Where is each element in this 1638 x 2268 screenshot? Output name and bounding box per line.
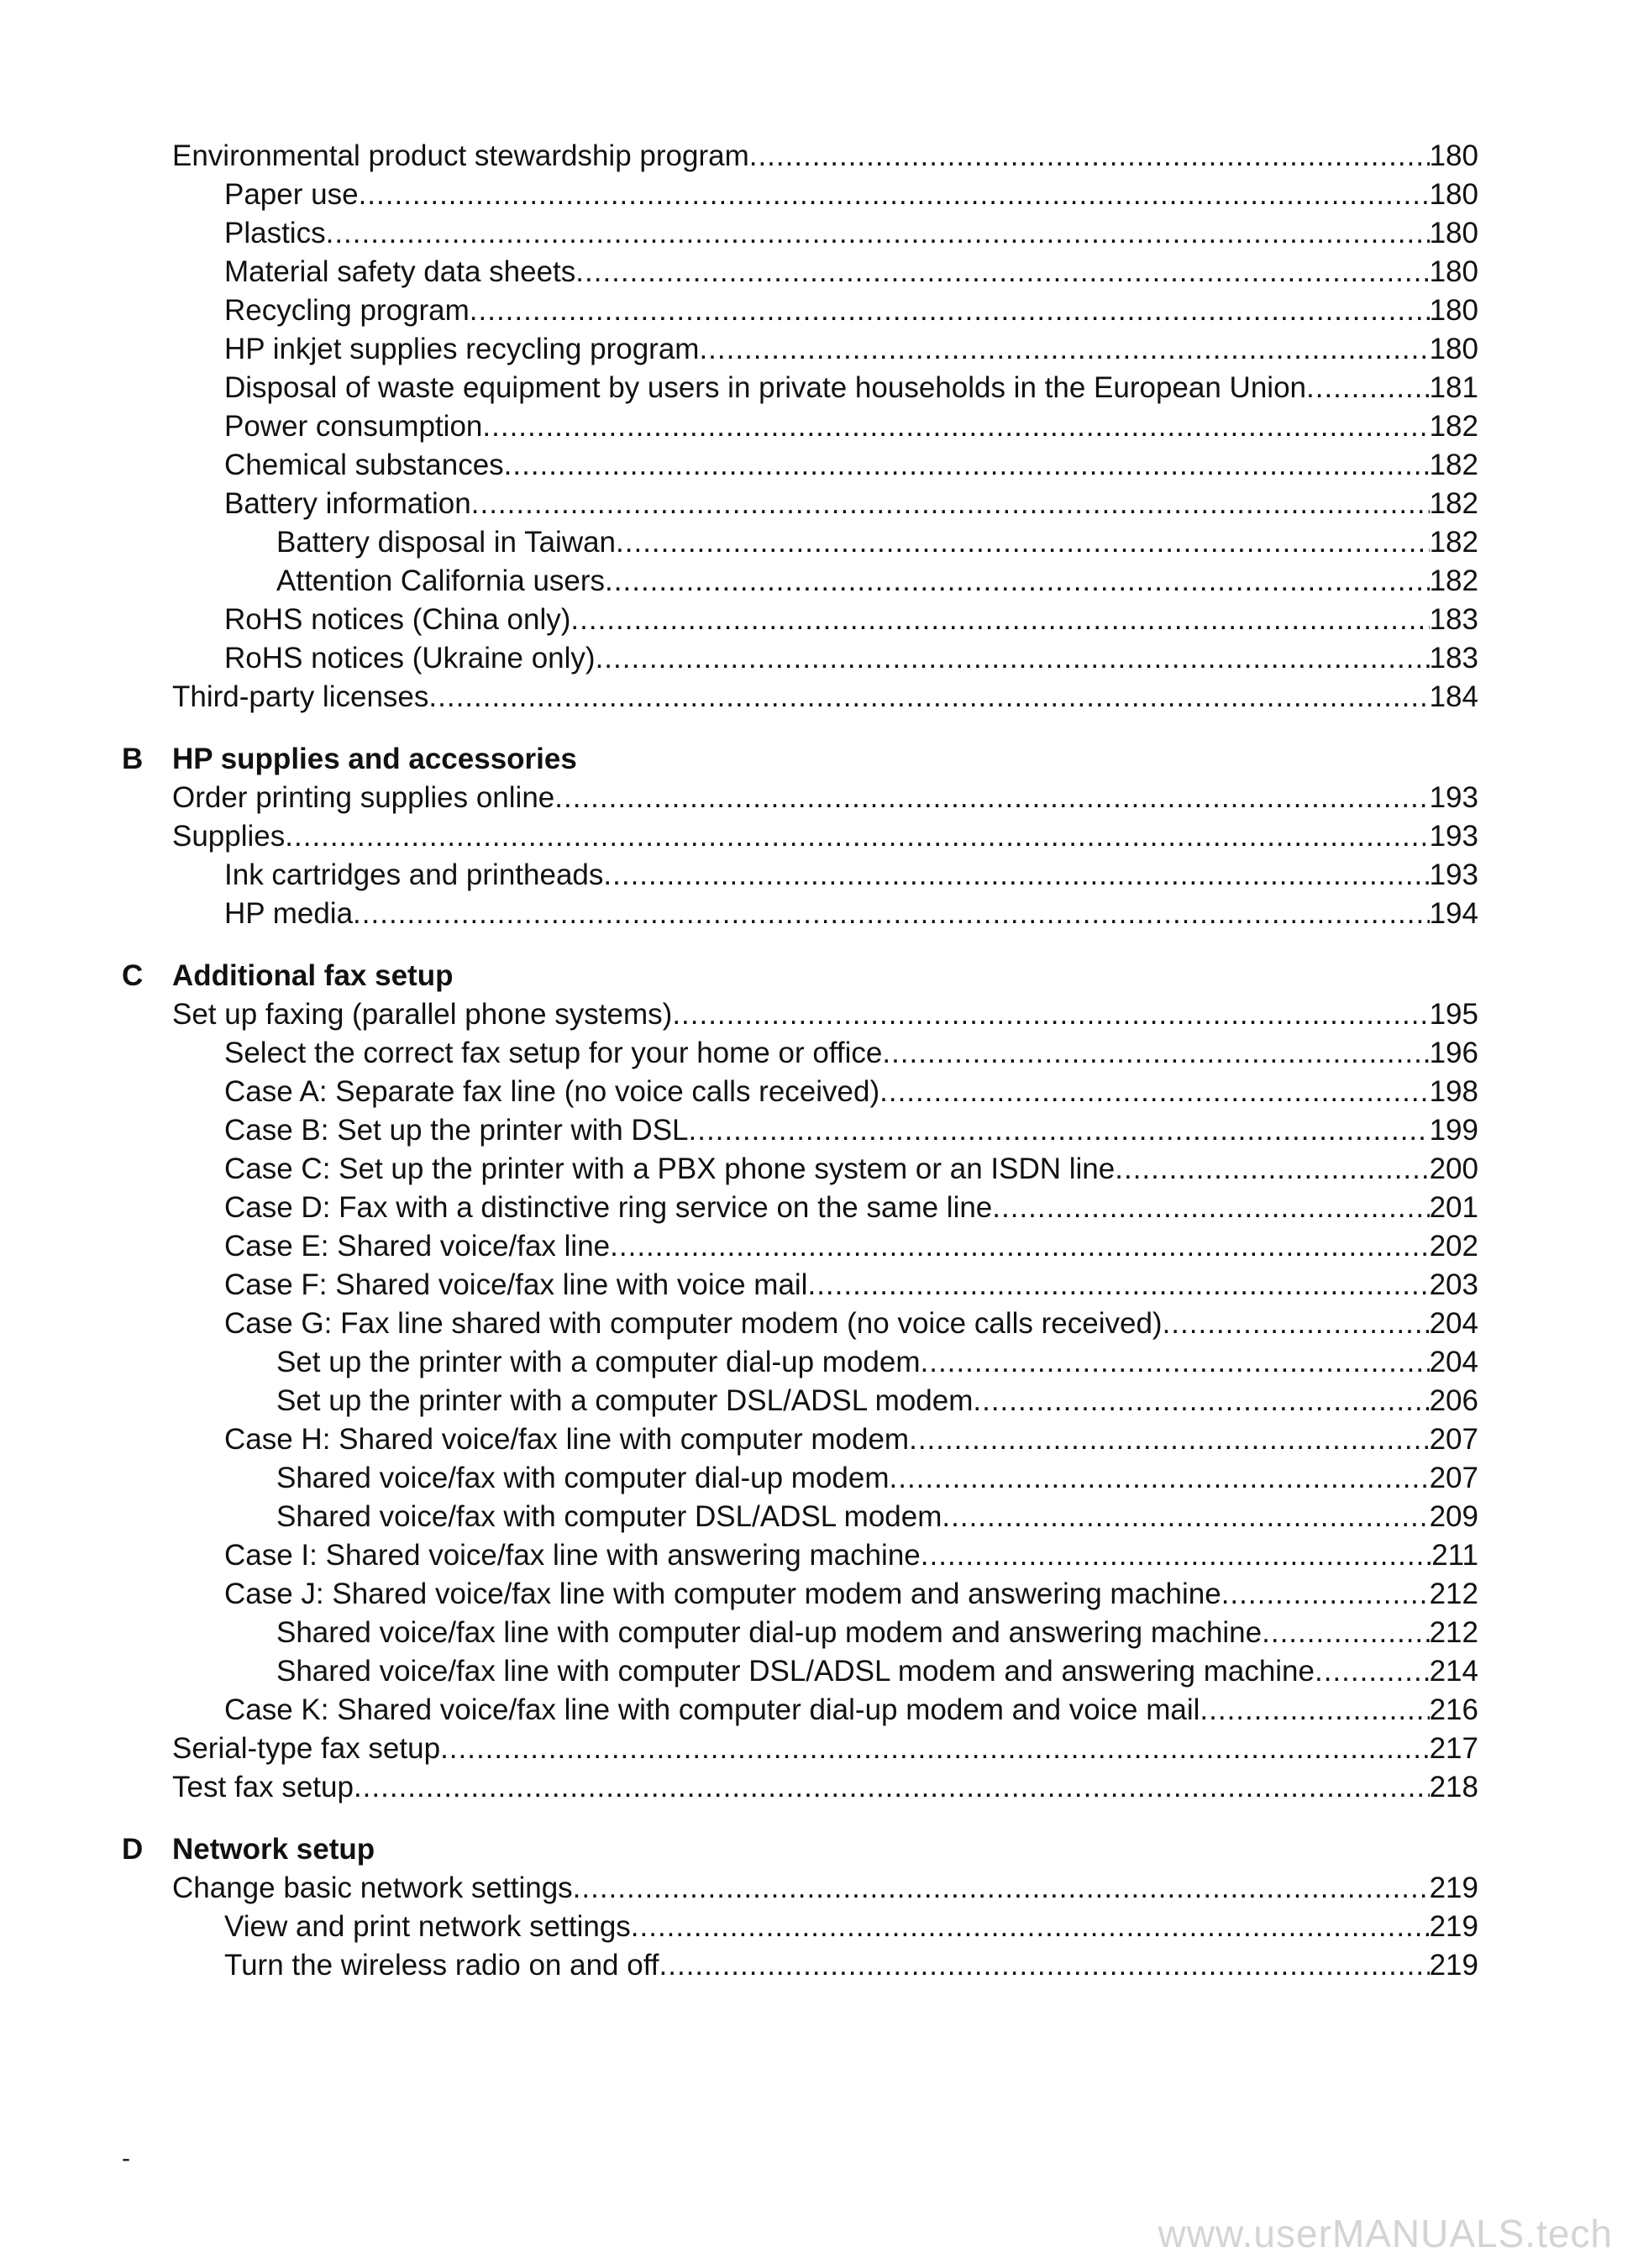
- dot-leader: [573, 1869, 1430, 1908]
- toc-entry[interactable]: [122, 1946, 1478, 1985]
- dot-leader: [359, 176, 1430, 214]
- toc-entry-page-number: 184: [1429, 680, 1478, 713]
- toc-entry[interactable]: [122, 1652, 1478, 1691]
- toc-entry-page-number: 206: [1429, 1384, 1478, 1417]
- toc-entry-title: HP media: [224, 897, 354, 930]
- dot-leader: [689, 1111, 1430, 1150]
- toc-entry[interactable]: [122, 1575, 1478, 1614]
- toc-entry-page-number: 214: [1429, 1655, 1478, 1688]
- toc-entry-title: Set up the printer with a computer DSL/ADSL modem: [276, 1384, 974, 1417]
- toc-entry[interactable]: [122, 1730, 1478, 1768]
- toc-entry-page-number: 194: [1429, 897, 1478, 930]
- dot-leader: [659, 1946, 1430, 1985]
- toc-entry-title: Case B: Set up the printer with DSL: [224, 1114, 689, 1147]
- toc-entry-page-number: 180: [1429, 178, 1478, 211]
- footer-mark: -: [122, 2145, 130, 2172]
- toc-entry-page-number: 195: [1429, 998, 1478, 1031]
- toc-entry-title: Battery information: [224, 487, 471, 520]
- dot-leader: [616, 523, 1430, 562]
- toc-entry-title: Battery disposal in Taiwan: [276, 526, 617, 559]
- toc-entry[interactable]: [122, 137, 1478, 176]
- toc-entry-page-number: 180: [1429, 255, 1478, 288]
- toc-entry-page-number: 201: [1429, 1191, 1478, 1224]
- toc-entry-page-number: 182: [1429, 564, 1478, 597]
- toc-entry-title: Order printing supplies online: [172, 781, 555, 814]
- dot-leader: [610, 1227, 1429, 1266]
- toc-entry-title: Serial-type fax setup: [172, 1732, 441, 1765]
- toc-entry-title: Select the correct fax setup for your home or office: [224, 1037, 883, 1069]
- toc-entry[interactable]: [122, 253, 1478, 291]
- appendix-letter: C: [122, 959, 144, 992]
- dot-leader: [631, 1908, 1430, 1946]
- toc-entry-title: Case A: Separate fax line (no voice calls received): [224, 1075, 880, 1108]
- toc-entry-page-number: 203: [1429, 1268, 1478, 1301]
- dot-leader: [807, 1266, 1429, 1305]
- toc-entry[interactable]: [122, 639, 1478, 678]
- dot-leader: [603, 856, 1429, 895]
- toc-entry-page-number: 182: [1429, 487, 1478, 520]
- toc-entry-title: Shared voice/fax line with computer dial-up modem and answering machine: [276, 1616, 1263, 1649]
- toc-entry[interactable]: [122, 1227, 1478, 1266]
- appendix-title: Additional fax setup: [172, 959, 454, 992]
- dot-leader: [326, 214, 1430, 253]
- appendix-heading[interactable]: [122, 1830, 1478, 1869]
- toc-entry[interactable]: [122, 1768, 1478, 1807]
- toc-entry-title: Chemical substances: [224, 449, 504, 481]
- toc-entry-page-number: 219: [1429, 1910, 1478, 1943]
- dot-leader: [285, 817, 1429, 856]
- toc-entry-page-number: 212: [1429, 1578, 1478, 1610]
- dot-leader: [353, 895, 1430, 933]
- appendix-letter: B: [122, 743, 144, 775]
- toc-entry-title: Power consumption: [224, 410, 483, 443]
- toc-entry-title: Third-party licenses: [172, 680, 429, 713]
- dot-leader: [1306, 369, 1430, 407]
- dot-leader: [992, 1189, 1429, 1227]
- toc-entry-page-number: 199: [1429, 1114, 1478, 1147]
- toc-entry[interactable]: [122, 1150, 1478, 1189]
- toc-entry-title: Case G: Fax line shared with computer modem (no voice calls received): [224, 1307, 1163, 1340]
- toc-entry-page-number: 180: [1429, 333, 1478, 365]
- toc-entry[interactable]: [122, 1266, 1478, 1305]
- dot-leader: [1315, 1652, 1430, 1691]
- dot-leader: [879, 1073, 1429, 1111]
- toc-entry-page-number: 204: [1429, 1307, 1478, 1340]
- toc-entry-page-number: 180: [1429, 294, 1478, 327]
- dot-leader: [570, 601, 1429, 639]
- toc-entry[interactable]: [122, 562, 1478, 601]
- toc-entry[interactable]: [122, 446, 1478, 485]
- toc-entry[interactable]: [122, 1908, 1478, 1946]
- toc-entry-page-number: 193: [1429, 858, 1478, 891]
- dot-leader: [504, 446, 1430, 485]
- toc-entry-page-number: 180: [1429, 139, 1478, 172]
- toc-entry-title: View and print network settings: [224, 1910, 631, 1943]
- toc-entry-page-number: 207: [1429, 1423, 1478, 1456]
- toc-entry-title: Case J: Shared voice/fax line with computer modem and answering machine: [224, 1578, 1221, 1610]
- toc-entry-page-number: 181: [1429, 371, 1478, 404]
- dot-leader: [354, 1768, 1430, 1807]
- toc-entry-page-number: 219: [1429, 1872, 1478, 1904]
- toc-entry-page-number: 207: [1429, 1462, 1478, 1494]
- toc-entry[interactable]: [122, 485, 1478, 523]
- toc-entry-title: Case E: Shared voice/fax line: [224, 1230, 611, 1263]
- toc-entry-title: RoHS notices (China only): [224, 603, 571, 636]
- toc-entry[interactable]: [122, 369, 1478, 407]
- toc-entry[interactable]: [122, 1111, 1478, 1150]
- dot-leader: [482, 407, 1429, 446]
- dot-leader: [921, 1536, 1431, 1575]
- toc-entry-title: Case D: Fax with a distinctive ring service on the same line: [224, 1191, 993, 1224]
- toc-entry[interactable]: [122, 176, 1478, 214]
- dot-leader: [749, 137, 1430, 176]
- toc-entry[interactable]: [122, 1073, 1478, 1111]
- dot-leader: [1262, 1614, 1429, 1652]
- dot-leader: [554, 779, 1429, 817]
- toc-entry[interactable]: [122, 1343, 1478, 1382]
- appendix-heading[interactable]: [122, 957, 1478, 995]
- appendix-heading[interactable]: [122, 740, 1478, 779]
- toc-entry-title: Environmental product stewardship program: [172, 139, 749, 172]
- toc-entry[interactable]: [122, 1034, 1478, 1073]
- toc-entry-page-number: 212: [1429, 1616, 1478, 1649]
- toc-entry-title: Case H: Shared voice/fax line with computer modem: [224, 1423, 910, 1456]
- toc-entry[interactable]: [122, 1382, 1478, 1420]
- toc-entry-title: Turn the wireless radio on and off: [224, 1949, 659, 1982]
- dot-leader: [440, 1730, 1430, 1768]
- toc-entry[interactable]: [122, 601, 1478, 639]
- dot-leader: [1200, 1691, 1429, 1730]
- toc-entry[interactable]: [122, 407, 1478, 446]
- table-of-contents: [122, 137, 1478, 1985]
- toc-entry-title: Set up the printer with a computer dial-up modem: [276, 1346, 921, 1378]
- toc-entry-title: Case K: Shared voice/fax line with computer dial-up modem and voice mail: [224, 1693, 1200, 1726]
- toc-entry-page-number: 182: [1429, 449, 1478, 481]
- dot-leader: [596, 639, 1430, 678]
- toc-entry[interactable]: [122, 1459, 1478, 1498]
- toc-entry-title: Test fax setup: [172, 1771, 354, 1803]
- toc-entry[interactable]: [122, 214, 1478, 253]
- dot-leader: [921, 1343, 1430, 1382]
- toc-entry[interactable]: [122, 856, 1478, 895]
- toc-entry[interactable]: [122, 817, 1478, 856]
- toc-entry-page-number: 217: [1429, 1732, 1478, 1765]
- toc-entry-title: Material safety data sheets: [224, 255, 576, 288]
- toc-entry-title: RoHS notices (Ukraine only): [224, 642, 596, 675]
- toc-entry-page-number: 182: [1429, 410, 1478, 443]
- toc-entry-page-number: 218: [1429, 1771, 1478, 1803]
- toc-entry-page-number: 183: [1429, 642, 1478, 675]
- toc-entry[interactable]: [122, 995, 1478, 1034]
- toc-entry-page-number: 202: [1429, 1230, 1478, 1263]
- toc-entry-page-number: 216: [1429, 1693, 1478, 1726]
- toc-entry-page-number: 219: [1429, 1949, 1478, 1982]
- dot-leader: [672, 995, 1429, 1034]
- appendix-letter: D: [122, 1833, 144, 1866]
- toc-entry[interactable]: [122, 1691, 1478, 1730]
- toc-entry-title: Ink cartridges and printheads: [224, 858, 604, 891]
- dot-leader: [699, 330, 1429, 369]
- dot-leader: [1163, 1305, 1430, 1343]
- toc-entry-page-number: 180: [1429, 217, 1478, 249]
- toc-entry[interactable]: [122, 1305, 1478, 1343]
- toc-entry[interactable]: [122, 1536, 1478, 1575]
- toc-entry[interactable]: [122, 779, 1478, 817]
- toc-entry-title: Disposal of waste equipment by users in private households in the European Union: [224, 371, 1306, 404]
- toc-entry-title: Shared voice/fax with computer DSL/ADSL modem: [276, 1500, 942, 1533]
- toc-entry-page-number: 198: [1429, 1075, 1478, 1108]
- toc-entry-title: Case F: Shared voice/fax line with voice mail: [224, 1268, 808, 1301]
- toc-entry-title: Change basic network settings: [172, 1872, 573, 1904]
- dot-leader: [470, 291, 1430, 330]
- toc-entry-page-number: 182: [1429, 526, 1478, 559]
- toc-entry-title: Plastics: [224, 217, 326, 249]
- dot-leader: [890, 1459, 1430, 1498]
- dot-leader: [605, 562, 1430, 601]
- toc-entry-page-number: 200: [1429, 1152, 1478, 1185]
- toc-entry[interactable]: [122, 330, 1478, 369]
- toc-entry-page-number: 196: [1429, 1037, 1478, 1069]
- dot-leader: [882, 1034, 1429, 1073]
- toc-entry-page-number: 193: [1429, 781, 1478, 814]
- dot-leader: [909, 1420, 1430, 1459]
- toc-entry-title: Set up faxing (parallel phone systems): [172, 998, 673, 1031]
- toc-entry[interactable]: [122, 895, 1478, 933]
- toc-entry-title: Recycling program: [224, 294, 470, 327]
- toc-entry-title: Shared voice/fax line with computer DSL/ADSL modem and answering machine: [276, 1655, 1315, 1688]
- dot-leader: [942, 1498, 1429, 1536]
- toc-entry-title: Case I: Shared voice/fax line with answering machine: [224, 1539, 921, 1572]
- dot-leader: [973, 1382, 1429, 1420]
- toc-entry[interactable]: [122, 523, 1478, 562]
- toc-entry[interactable]: [122, 1189, 1478, 1227]
- toc-entry-page-number: 193: [1429, 820, 1478, 853]
- toc-entry[interactable]: [122, 291, 1478, 330]
- toc-entry[interactable]: [122, 678, 1478, 717]
- toc-entry-page-number: 211: [1431, 1539, 1478, 1572]
- toc-entry[interactable]: [122, 1420, 1478, 1459]
- dot-leader: [1221, 1575, 1430, 1614]
- toc-entry-title: HP inkjet supplies recycling program: [224, 333, 700, 365]
- toc-entry-title: Shared voice/fax with computer dial-up modem: [276, 1462, 890, 1494]
- toc-entry[interactable]: [122, 1869, 1478, 1908]
- toc-entry[interactable]: [122, 1614, 1478, 1652]
- appendix-title: HP supplies and accessories: [172, 743, 577, 775]
- dot-leader: [1115, 1150, 1429, 1189]
- watermark: www.userMANUALS.tech: [1158, 2212, 1613, 2255]
- toc-entry-title: Case C: Set up the printer with a PBX phone system or an ISDN line: [224, 1152, 1116, 1185]
- toc-entry-page-number: 204: [1429, 1346, 1478, 1378]
- dot-leader: [428, 678, 1429, 717]
- appendix-title: Network setup: [172, 1833, 375, 1866]
- toc-entry-title: Supplies: [172, 820, 286, 853]
- dot-leader: [575, 253, 1429, 291]
- dot-leader: [471, 485, 1430, 523]
- toc-entry-title: Attention California users: [276, 564, 606, 597]
- toc-entry-page-number: 209: [1429, 1500, 1478, 1533]
- toc-entry-title: Paper use: [224, 178, 359, 211]
- toc-entry[interactable]: [122, 1498, 1478, 1536]
- toc-entry-page-number: 183: [1429, 603, 1478, 636]
